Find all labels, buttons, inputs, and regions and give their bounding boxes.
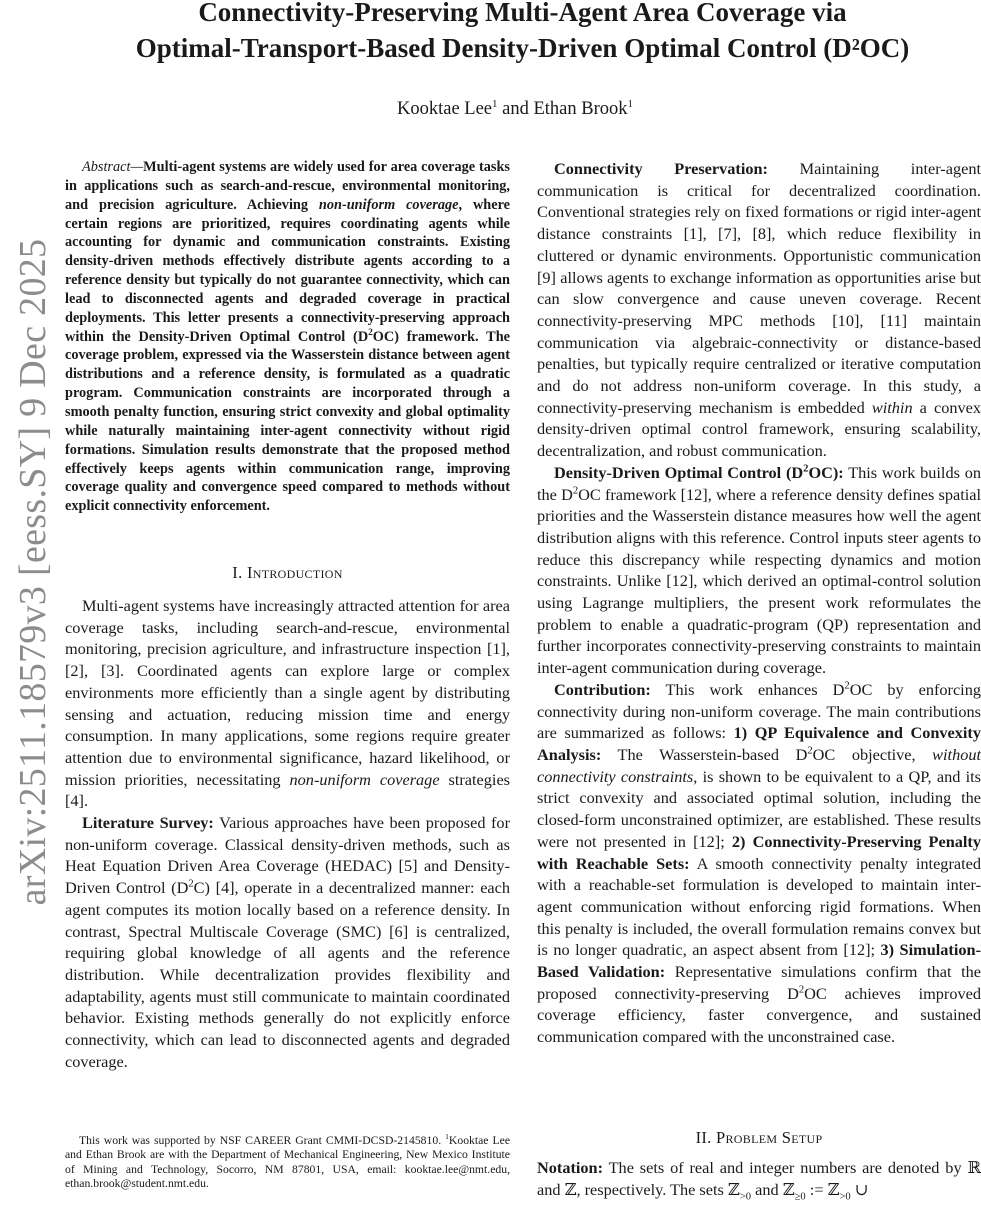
run-in-heading: Connectivity Preservation: [554, 159, 768, 178]
paragraph-contribution [537, 679, 981, 1048]
abstract-text: , where certain regions are prioritized, requires coordinating agents while accounting for dynamic and communication constraints. Existing density-driven methods effectively distribute agents according to a reference density but typically do not guarantee connectivity, which can lead to disconnected agents and degraded coverage in practical deployments. This letter presents a connectivity-preserving approach within the Density-Driven Optimal Control (D [65, 196, 510, 345]
arxiv-identifier: arXiv:2511.18579v3 [eess.SY] 9 Dec 2025 [12, 238, 54, 906]
text: Representative simulations confirm that the proposed connectivity-preserving D [537, 962, 981, 1003]
paragraph [65, 812, 510, 1072]
text: Various approaches have been proposed for non-uniform coverage. Classical density-driven methods, such as Heat Equation Driven Area Coverage (HEDAC) [5] and Density-Driven Control (D [65, 813, 510, 898]
author-name: Kooktae Lee [396, 99, 493, 120]
paper-title [40, 0, 981, 66]
notation-paragraph [537, 1157, 981, 1208]
paragraph-connectivity-preservation [537, 158, 981, 462]
text: Maintaining inter-agent communication is critical for decentralized coordination. Conventional strategies rely on fixed formations or rigid inter-agent distance constraints [1], [7], [8], which reduce flexibility in cluttered or dynamic environments. Opportunistic communication [9] allows agents to exchange information as opportunities arise but can slow convergence and cause uneven coverage. Recent connectivity-preserving MPC methods [10], [11] maintain communication via algebraic-connectivity or distance-based penalties, but typically require centralized or iterative computation and do not address non-uniform coverage. In this study, a connectivity-preserving mechanism is embedded [537, 159, 981, 417]
section-title: Problem Setup [716, 1128, 823, 1147]
footnote-text: Kooktae Lee and Ethan Brook are with the Department of Mechanical Engineering, New Mexico Institute of Mining and Technology, Socorro, NM 87801, USA, email: kooktae.lee@nmt.edu, ethan.brook@student.nmt.edu. [65, 1134, 511, 1190]
text: strategies [4]. [65, 769, 511, 811]
abstract [65, 158, 510, 516]
text: OC by enforcing connectivity during non-uniform coverage. The main contributions are summarized as follows: [537, 679, 981, 743]
right-column-body [537, 158, 981, 1048]
text: This work enhances D [650, 679, 845, 699]
text: Density-Driven Optimal Control (D [554, 462, 804, 482]
contribution-label: 1) QP Equivalence and Convexity Analysis: [537, 723, 981, 764]
affiliation-mark: 1 [627, 98, 634, 110]
abstract-emphasis: non-uniform coverage [318, 196, 459, 213]
superscript: 2 [844, 680, 850, 692]
section-title: Introduction [246, 563, 343, 582]
paragraph-notation [537, 1157, 981, 1208]
abstract-text: Multi-agent systems are widely used for area coverage tasks in applications such as search-and-rescue, environmental monitoring, and precision agriculture. Achieving [65, 159, 510, 213]
subscript: >0 [839, 1190, 851, 1202]
title-line-2: Optimal-Transport-Based Density-Driven Optimal Control (D²OC) [135, 33, 910, 63]
subscript: ≥0 [794, 1190, 806, 1202]
section-heading-introduction [65, 563, 510, 583]
affiliation-mark: 1 [492, 98, 498, 110]
text: The sets of real and integer numbers are denoted by ℝ and ℤ, respectively. The sets ℤ [537, 1158, 981, 1199]
author-separator: and [497, 99, 534, 120]
superscript: 2 [798, 984, 805, 996]
text: , is shown to be equivalent to a QP, and its strict convexity and associated optimal solution, including the closed-form unconstrained optimizer, are established. These results were not presented in [12]; [537, 766, 981, 851]
emphasis: without connectivity constraints [537, 744, 981, 786]
superscript: 2 [572, 485, 579, 497]
text: := ℤ [805, 1179, 840, 1199]
text: Multi-agent systems have increasingly attracted attention for area coverage tasks, including search-and-rescue, environmental monitoring, precision agriculture, and infrastructure inspection [1], [2], [3]. Coordinated agents can explore large or complex environments more efficiently than a single agent by distributing sensing and actuation, reducing mission time and energy consumption. In many applications, some regions require greater attention due to environmental significance, hazard likelihood, or mission priorities, necessitating [65, 596, 510, 789]
abstract-label: Abstract [82, 159, 131, 175]
section-number: II. [695, 1128, 717, 1147]
text: and ℤ [751, 1179, 795, 1199]
text: This work builds on the D [537, 462, 981, 504]
superscript: 2 [368, 327, 373, 338]
text: OC achieves improved coverage efficiency, faster convergence, and sustained communication compared with the unconstrained case. [537, 983, 981, 1047]
abstract-text: OC) framework. The coverage problem, expressed via the Wasserstein distance between agent distributions and a reference density, is formulated as a quadratic program. Communication constraints are incorporated through a smooth penalty function, ensuring strict convexity and global optimality while naturally maintaining inter-agent connectivity without rigid formations. Simulation results demonstrate that the proposed method effectively keeps agents within communication range, improving coverage quality and convergence speed compared to methods without explicit connectivity enforcement. [65, 328, 510, 515]
footnote-mark: 1 [445, 1132, 449, 1142]
abstract-dash: — [130, 159, 144, 175]
footnote [65, 1134, 510, 1191]
title-line-1: Connectivity-Preserving Multi-Agent Area Coverage via [198, 0, 847, 27]
text: ∪ [850, 1179, 869, 1199]
paragraph [65, 595, 510, 812]
footnote-text: This work was supported by NSF CAREER Grant CMMI-DCSD-2145810. [79, 1134, 446, 1147]
emphasis: non-uniform coverage [289, 769, 440, 789]
text: The Wasserstein-based D [601, 744, 808, 764]
introduction-body [65, 595, 510, 1072]
author-name: Ethan Brook [533, 99, 628, 120]
run-in-heading: Notation: [537, 1158, 604, 1177]
contribution-label: 3) Simulation-Based Validation: [537, 940, 981, 982]
emphasis: within [871, 397, 913, 417]
section-heading-problem-setup [537, 1128, 981, 1148]
text: OC framework [12], where a reference density defines spatial priorities and the Wasserstein distance measures how well the agent distribution aligns with this reference. Control inputs steer agents to reduce this discrepancy while respecting dynamics and motion constraints. Unlike [12], which derived an optimal-control solution using Lagrange multipliers, the present work reformulates the problem to enable a quadratic-program (QP) representation and further incorporates connectivity-preserving constraints to maintain inter-agent communication during coverage. [537, 484, 981, 678]
text: a convex density-driven optimal control framework, ensuring scalability, decentralization, and robust communication. [537, 397, 981, 461]
run-in-heading: Literature Survey: [82, 813, 214, 833]
run-in-heading: Contribution: [554, 679, 651, 699]
text: OC): [808, 462, 844, 482]
text: C) [4], operate in a decentralized manner: each agent computes its motion locally based on a reference density. In contrast, Spectral Multiscale Coverage (SMC) [6] is centralized, requiring global knowledge of all agents and the reference distribution. While decentralization provides flexibility and adaptability, agents must still communicate to maintain coordinated behavior. Existing methods generally do not explicitly enforce connectivity, which can lead to disconnected agents and degraded coverage. [65, 878, 511, 1071]
contribution-label: 2) Connectivity-Preserving Penalty with Reachable Sets: [537, 831, 981, 873]
superscript: 2 [188, 878, 194, 890]
text: A smooth connectivity penalty integrated with a reachable-set formulation is developed to maintain inter-agent communication without enforcing rigid formations. When this penalty is included, the overall formulation remains convex but is no longer quadratic, an aspect absent from [12]; [537, 853, 981, 960]
section-number: I. [232, 563, 247, 582]
subscript: >0 [739, 1190, 752, 1202]
text: OC objective, [812, 744, 933, 764]
superscript: 2 [807, 745, 813, 757]
superscript: 2 [803, 463, 809, 475]
author-list [0, 92, 981, 121]
paragraph-d2oc [537, 462, 981, 679]
run-in-heading [554, 463, 844, 482]
